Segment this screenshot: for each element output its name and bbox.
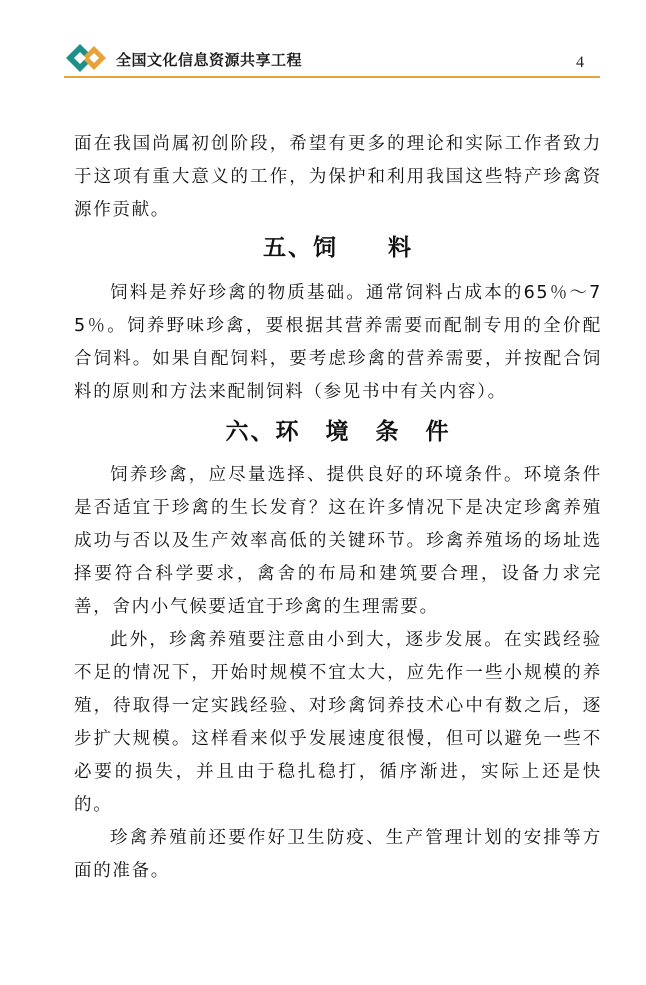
header-divider — [64, 76, 600, 78]
header-title: 全国文化信息资源共享工程 — [116, 51, 303, 69]
section-6-paragraph-1: 饲养珍禽，应尽量选择、提供良好的环境条件。环境条件是否适宜于珍禽的生长发育？这在许多情况下是决定珍禽养殖成功与否以及生产效率高低的关键环节。珍禽养殖场的场址选择要符合科学要求，禽舍的布局和建筑要合理，设备力求完善，舍内小气候要适宜于珍禽的生理需要。 — [74, 465, 602, 617]
page-header — [64, 40, 600, 80]
project-logo-icon — [64, 42, 116, 74]
page-number: 4 — [576, 54, 584, 71]
section-5-heading: 五、饲 料 — [263, 234, 413, 261]
section-6-heading: 六、环 境 条 件 — [225, 418, 451, 445]
section-6-paragraph-3: 珍禽养殖前还要作好卫生防疫、生产管理计划的安排等方面的准备。 — [74, 828, 602, 881]
intro-paragraph: 面在我国尚属初创阶段，希望有更多的理论和实际工作者致力于这项有重大意义的工作，为保护和利用我国这些特产珍禽资源作贡献。 — [74, 134, 602, 220]
section-6-paragraph-2: 此外，珍禽养殖要注意由小到大，逐步发展。在实践经验不足的情况下，开始时规模不宜太大，应先作一些小规模的养殖，待取得一定实践经验、对珍禽饲养技术心中有数之后，逐步扩大规模。这样看来似乎发展速度很慢，但可以避免一些不必要的损失，并且由于稳扎稳打，循序渐进，实际上还是快的。 — [74, 630, 602, 815]
section-5-paragraph: 饲料是养好珍禽的物质基础。通常饲料占成本的65％～75％。饲养野味珍禽，要根据其营养需要而配制专用的全价配合饲料。如果自配饲料，要考虑珍禽的营养需要，并按配合饲料的原则和方法来配制饲料（参见书中有关内容）。 — [74, 283, 602, 402]
page-body — [74, 128, 602, 888]
